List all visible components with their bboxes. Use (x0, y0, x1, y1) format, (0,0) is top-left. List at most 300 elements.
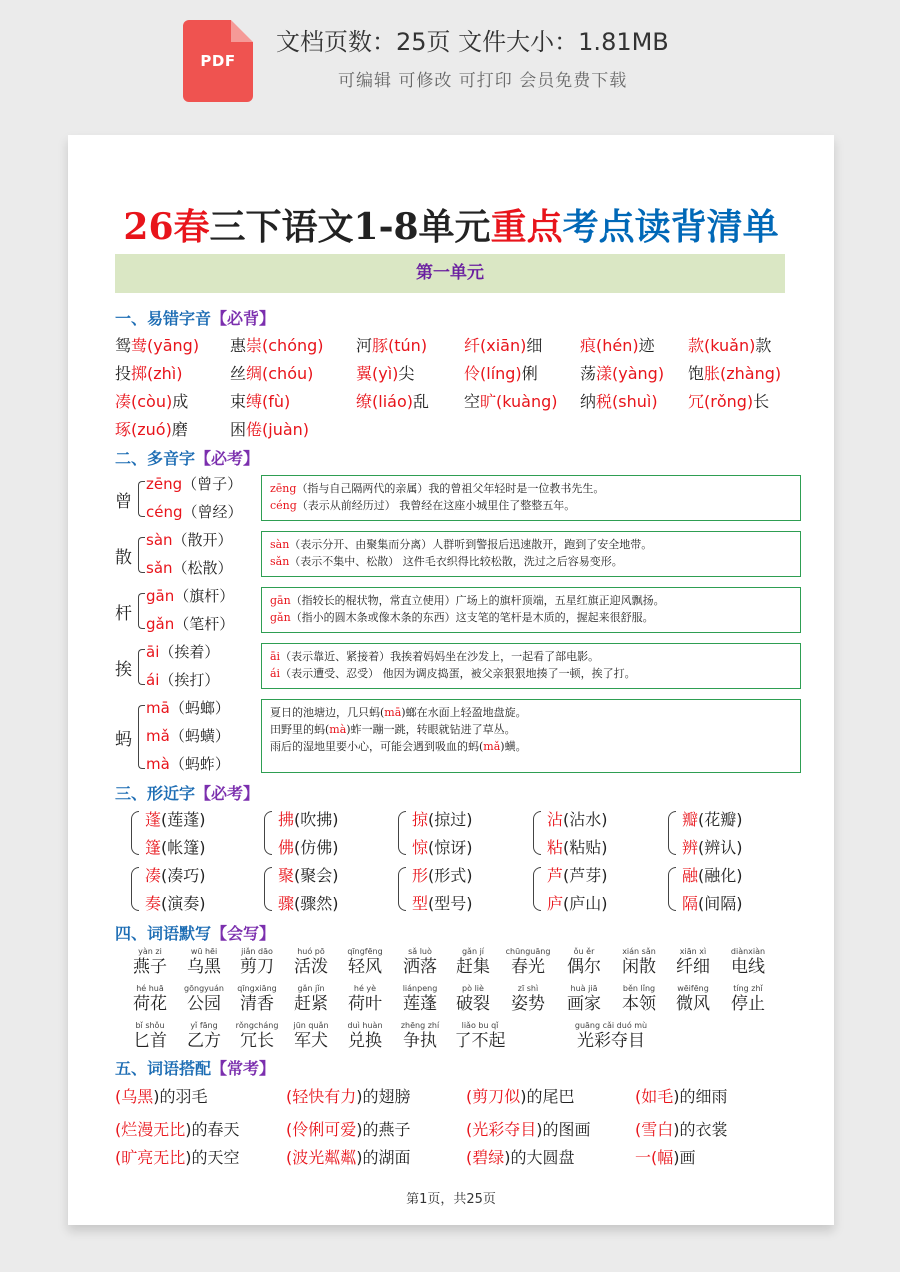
word-hanzi: 光彩夺目 (577, 1031, 645, 1051)
section-title: 二、多音字 (115, 449, 196, 468)
reading-word: （松散） (172, 559, 233, 577)
example-pinyin: sǎn (270, 555, 290, 568)
bracket-text: ( (286, 1120, 293, 1139)
polyphone-reading (146, 585, 234, 606)
section-tag: 【会写】 (211, 924, 276, 943)
word-hanzi: 了不起 (454, 1031, 506, 1051)
word-hanzi: 电线 (731, 957, 765, 977)
similar-word: (聚会) (294, 866, 339, 885)
reading-word: （旗杆） (174, 587, 235, 605)
bracket-text: 一( (635, 1148, 658, 1167)
word-pinyin: sǎ luò (408, 947, 432, 956)
item-text: 尖 (398, 364, 415, 383)
section-title: 五、词语搭配 (115, 1059, 212, 1078)
word-pinyin: rǒngcháng (235, 1021, 279, 1030)
similar-char: 骤 (278, 894, 295, 913)
collocation-text: )的翅膀 (356, 1087, 411, 1106)
bracket (138, 705, 145, 769)
similar-line (278, 835, 339, 858)
item-text: 长 (753, 392, 770, 411)
word-hanzi: 画家 (567, 994, 601, 1014)
similar-word: (莲蓬) (161, 810, 206, 829)
word-hanzi: 军犬 (294, 1031, 328, 1051)
collocation-text: )的燕子 (356, 1120, 411, 1139)
example-pinyin: gān (270, 594, 291, 607)
section-tag: 【必考】 (195, 449, 260, 468)
example-line (270, 536, 792, 553)
item-highlight: 税(shuì) (596, 392, 658, 411)
similar-char: 辨 (682, 838, 699, 857)
collocation-text: )的天空 (185, 1148, 240, 1167)
reading-word: （散开） (172, 531, 233, 549)
similar-line (682, 835, 743, 858)
word-hanzi: 匕首 (133, 1031, 167, 1051)
similar-word: (间隔) (698, 894, 743, 913)
document-page (68, 135, 834, 1225)
bracket (398, 867, 406, 911)
similar-char: 拂 (278, 810, 295, 829)
collocation-text: )的春天 (185, 1120, 240, 1139)
collocation-item (466, 1145, 575, 1168)
example-text: 田野里的蚂( (270, 723, 330, 736)
reading-pinyin: sàn (146, 531, 173, 549)
polyphone-reading (146, 641, 219, 662)
reading-pinyin: mā (146, 699, 170, 717)
word-pinyin: wēifēng (677, 984, 709, 993)
similar-line (682, 891, 743, 914)
similar-word: (庐山) (563, 894, 608, 913)
similar-line (278, 863, 339, 886)
pronunciation-item (464, 361, 538, 384)
word-hanzi: 姿势 (511, 994, 545, 1014)
example-box (261, 587, 801, 633)
similar-word: (骤然) (294, 894, 339, 913)
item-highlight: 款(kuǎn) (688, 336, 756, 355)
word-pinyin: xián sǎn (622, 947, 656, 956)
pronunciation-item (230, 417, 309, 440)
example-line (270, 648, 792, 665)
reading-pinyin: mǎ (146, 727, 170, 745)
bracket-text: ( (115, 1120, 122, 1139)
example-line (270, 497, 792, 514)
reading-pinyin: céng (146, 503, 183, 521)
collocation-item (635, 1084, 728, 1107)
word-hanzi: 停止 (731, 994, 765, 1014)
collocation-word: 烂漫无比 (121, 1120, 186, 1139)
item-text: 丝 (230, 364, 247, 383)
word-pinyin: zī shì (517, 984, 539, 993)
example-box (261, 643, 801, 689)
similar-word: (演奏) (161, 894, 206, 913)
similar-char: 篷 (145, 838, 162, 857)
polyphone-char: 曾 (115, 492, 132, 512)
item-highlight: 漾(yàng) (596, 364, 665, 383)
collocation-item (466, 1084, 575, 1107)
item-highlight: 倦(juàn) (246, 420, 310, 439)
similar-char: 隔 (682, 894, 699, 913)
item-highlight: 翼(yì) (356, 364, 399, 383)
item-text: 饱 (688, 364, 705, 383)
bracket-text: ( (115, 1087, 122, 1106)
collocation-word: 幅 (657, 1148, 674, 1167)
collocation-text: )的大圆盘 (504, 1148, 575, 1167)
bracket (138, 481, 145, 517)
reading-pinyin: sǎn (146, 559, 173, 577)
word-pinyin: wū hēi (190, 947, 218, 956)
collocation-text: )画 (673, 1148, 696, 1167)
example-text: （表示从前经历过） 我曾经在这座小城里住了整整五年。 (296, 499, 576, 512)
example-line (270, 738, 792, 755)
word-pinyin: bǐ shǒu (135, 1021, 165, 1030)
title-part-4: 考点读背清单 (562, 206, 779, 248)
word-hanzi: 赶紧 (294, 994, 328, 1014)
similar-char: 粘 (547, 838, 564, 857)
example-text: （表示靠近、紧接着）我挨着妈妈坐在沙发上，一起看了部电影。 (280, 650, 600, 663)
bracket (668, 867, 676, 911)
section-heading-5 (115, 1056, 275, 1079)
example-text: 雨后的湿地里要小心，可能会遇到吸血的蚂( (270, 740, 484, 753)
similar-line (682, 863, 743, 886)
polyphone-reading (146, 557, 233, 578)
collocation-text: )的尾巴 (520, 1087, 575, 1106)
item-highlight: 琢(zuó) (115, 420, 172, 439)
pronunciation-item (688, 361, 781, 384)
similar-word: (凑巧) (161, 866, 206, 885)
collocation-item (635, 1117, 728, 1140)
section-heading-2 (115, 446, 259, 469)
example-line (270, 592, 792, 609)
collocation-word: 伶俐可爱 (292, 1120, 357, 1139)
pronunciation-item (464, 389, 558, 412)
reading-word: （蚂蚱） (169, 755, 230, 773)
example-line (270, 553, 792, 570)
word-pinyin: liánpeng (402, 984, 438, 993)
example-text: （表示遭受、忍受） 他因为调皮捣蛋，被父亲狠狠地揍了一顿，挨了打。 (280, 667, 636, 680)
bracket (398, 811, 406, 855)
page-number: 第1页，共25页 (406, 1192, 496, 1207)
similar-line (278, 891, 339, 914)
word-hanzi: 燕子 (133, 957, 167, 977)
word-hanzi: 洒落 (403, 957, 437, 977)
similar-char: 芦 (547, 866, 564, 885)
download-header (0, 0, 900, 130)
collocation-item (115, 1084, 208, 1107)
title-part-2: 三下语文1-8单元 (209, 206, 491, 248)
word-pinyin: zhēng zhí (400, 1021, 440, 1030)
example-pinyin: sàn (270, 538, 290, 551)
word-hanzi: 本领 (622, 994, 656, 1014)
example-line (270, 704, 792, 721)
polyphone-reading (146, 501, 243, 522)
example-text: 夏日的池塘边，几只蚂( (270, 706, 385, 719)
polyphone-group (115, 695, 805, 779)
collocation-item (286, 1117, 411, 1140)
polyphone-char: 散 (115, 548, 132, 568)
example-pinyin: mà (329, 723, 347, 736)
section-heading-3 (115, 781, 259, 804)
example-pinyin: céng (270, 499, 297, 512)
pronunciation-item (230, 389, 290, 412)
pronunciation-item (356, 361, 414, 384)
word-hanzi: 乙方 (187, 1031, 221, 1051)
word-pinyin: ǒu ěr (573, 947, 595, 956)
item-highlight: 绸(chóu) (246, 364, 314, 383)
similar-word: (沾水) (563, 810, 608, 829)
item-highlight: 豚(tún) (372, 336, 428, 355)
item-highlight: 伶(líng) (464, 364, 522, 383)
pdf-icon-label: PDF (200, 52, 236, 70)
bracket-text: ( (466, 1087, 473, 1106)
word-pinyin: jiǎn dāo (241, 947, 273, 956)
word-hanzi: 莲蓬 (403, 994, 437, 1014)
word-pinyin: pò liè (462, 984, 484, 993)
section-title: 三、形近字 (115, 784, 196, 803)
reading-word: （曾子） (182, 475, 243, 493)
word-hanzi: 荷花 (133, 994, 167, 1014)
item-text: 迹 (638, 336, 655, 355)
bracket-text: ( (635, 1087, 642, 1106)
similar-char: 聚 (278, 866, 295, 885)
example-pinyin: mā (384, 706, 402, 719)
bracket (264, 867, 272, 911)
bracket (668, 811, 676, 855)
example-line (270, 609, 792, 626)
similar-word: (型号) (428, 894, 473, 913)
similar-char: 庐 (547, 894, 564, 913)
document-info: 文档页数：25页 文件大小：1.81MB (276, 28, 669, 56)
collocation-word: 轻快有力 (292, 1087, 357, 1106)
item-text: 空 (464, 392, 481, 411)
collocation-word: 碧绿 (472, 1148, 505, 1167)
similar-char: 凑 (145, 866, 162, 885)
similar-char: 蓬 (145, 810, 162, 829)
similar-line (412, 835, 473, 858)
word-pinyin: qīngfēng (347, 947, 383, 956)
similar-char: 形 (412, 866, 429, 885)
polyphone-char: 挨 (115, 660, 132, 680)
dictation-word (708, 984, 788, 1015)
collocation-item (115, 1117, 240, 1140)
document-features: 可编辑 可修改 可打印 会员免费下载 (338, 71, 628, 91)
word-hanzi: 剪刀 (240, 957, 274, 977)
polyphone-group (115, 527, 805, 583)
reading-pinyin: mà (146, 755, 170, 773)
word-hanzi: 轻风 (348, 957, 382, 977)
polyphone-group (115, 639, 805, 695)
word-pinyin: gōngyuán (184, 984, 224, 993)
item-text: 俐 (521, 364, 538, 383)
example-text: （表示不集中、松散） 这件毛衣织得比较松散，洗过之后容易变形。 (289, 555, 623, 568)
title-part-3: 重点 (490, 206, 563, 248)
reading-pinyin: gǎn (146, 615, 175, 633)
similar-line (145, 863, 206, 886)
bracket (138, 537, 145, 573)
reading-pinyin: āi (146, 643, 160, 661)
item-text: 河 (356, 336, 373, 355)
example-text: )蚱一蹦一跳，转眼就钻进了草丛。 (346, 723, 516, 736)
word-pinyin: qīngxiāng (237, 984, 277, 993)
item-text: 款 (755, 336, 772, 355)
item-text: 鸳 (115, 336, 132, 355)
word-pinyin: chūnguāng (505, 947, 551, 956)
bracket-text: ( (635, 1120, 642, 1139)
word-pinyin: gǎn jí (461, 947, 485, 956)
pronunciation-item (580, 389, 658, 412)
section-title: 四、词语默写 (115, 924, 212, 943)
similar-char: 瓣 (682, 810, 699, 829)
item-highlight: 缭(liáo) (356, 392, 413, 411)
item-text: 乱 (412, 392, 429, 411)
item-text: 细 (526, 336, 543, 355)
collocation-item (635, 1145, 696, 1168)
collocation-word: 旷亮无比 (121, 1148, 186, 1167)
word-pinyin: huó pō (297, 947, 325, 956)
word-pinyin: diànxiàn (730, 947, 766, 956)
word-pinyin: yàn zi (138, 947, 162, 956)
section-tag: 【必背】 (211, 309, 276, 328)
similar-word: (花瓣) (698, 810, 743, 829)
word-pinyin: gǎn jǐn (297, 984, 325, 993)
reading-word: （笔杆） (174, 615, 235, 633)
word-hanzi: 荷叶 (348, 994, 382, 1014)
dictation-word (708, 947, 788, 978)
word-hanzi: 冗长 (240, 1031, 274, 1051)
word-hanzi: 微风 (676, 994, 710, 1014)
similar-word: (帐篷) (161, 838, 206, 857)
item-text: 惠 (230, 336, 247, 355)
bracket-text: ( (286, 1148, 293, 1167)
collocation-text: )的衣裳 (673, 1120, 728, 1139)
pronunciation-item (580, 361, 664, 384)
similar-line (412, 863, 473, 886)
bracket (131, 811, 139, 855)
pronunciation-item (230, 361, 313, 384)
reading-word: （蚂螂） (169, 699, 230, 717)
polyphone-reading (146, 697, 230, 718)
similar-line (547, 891, 608, 914)
example-text: )螂在水面上轻盈地盘旋。 (401, 706, 527, 719)
page-title (68, 199, 834, 250)
polyphone-group (115, 471, 805, 527)
reading-word: （挨打） (159, 671, 220, 689)
word-pinyin: tíng zhǐ (733, 984, 763, 993)
word-hanzi: 兑换 (348, 1031, 382, 1051)
example-text: （指小的圆木条或像木条的东西）这支笔的笔杆是木质的，握起来很舒服。 (290, 611, 654, 624)
word-hanzi: 活泼 (294, 957, 328, 977)
polyphone-reading (146, 725, 230, 746)
item-highlight: 掷(zhì) (131, 364, 183, 383)
word-hanzi: 闲散 (622, 957, 656, 977)
reading-pinyin: ái (146, 671, 160, 689)
similar-char: 佛 (278, 838, 295, 857)
word-hanzi: 偶尔 (567, 957, 601, 977)
item-text: 磨 (171, 420, 188, 439)
item-text: 困 (230, 420, 247, 439)
example-text: （表示分开、由聚集而分离）人群听到警报后迅速散开，跑到了安全地带。 (289, 538, 653, 551)
item-highlight: 纤(xiān) (464, 336, 527, 355)
similar-line (412, 807, 473, 830)
bracket-text: ( (115, 1148, 122, 1167)
similar-line (547, 863, 608, 886)
polyphone-group (115, 583, 805, 639)
example-text: )蟥。 (500, 740, 527, 753)
similar-line (145, 835, 206, 858)
bracket-text: ( (466, 1120, 473, 1139)
word-pinyin: xiān xì (679, 947, 707, 956)
pronunciation-item (230, 333, 324, 356)
similar-char: 型 (412, 894, 429, 913)
reading-word: （挨着） (159, 643, 220, 661)
word-pinyin: běn lǐng (622, 984, 656, 993)
pronunciation-item (464, 333, 542, 356)
reading-word: （蚂蟥） (169, 727, 230, 745)
item-text: 投 (115, 364, 132, 383)
section-title: 一、易错字音 (115, 309, 212, 328)
item-text: 荡 (580, 364, 597, 383)
word-hanzi: 清香 (240, 994, 274, 1014)
dictation-word (571, 1021, 651, 1052)
similar-word: (惊讶) (428, 838, 473, 857)
item-text: 纳 (580, 392, 597, 411)
pdf-file-icon (183, 20, 253, 102)
example-line (270, 665, 792, 682)
collocation-word: 乌黑 (121, 1087, 154, 1106)
example-pinyin: mǎ (483, 740, 501, 753)
similar-word: (辨认) (698, 838, 743, 857)
dictation-word (440, 1021, 520, 1052)
pronunciation-item (115, 361, 183, 384)
example-pinyin: ái (270, 667, 281, 680)
example-box (261, 475, 801, 521)
item-highlight: 痕(hén) (580, 336, 639, 355)
word-pinyin: huà jiā (570, 984, 598, 993)
title-part-1: 26春 (123, 206, 210, 248)
word-hanzi: 纤细 (676, 957, 710, 977)
reading-pinyin: zēng (146, 475, 183, 493)
collocation-word: 波光粼粼 (292, 1148, 357, 1167)
reading-pinyin: gān (146, 587, 175, 605)
collocation-text: )的图画 (536, 1120, 591, 1139)
polyphone-reading (146, 669, 219, 690)
item-highlight: 旷(kuàng) (480, 392, 558, 411)
word-pinyin: liǎo bu qǐ (461, 1021, 499, 1030)
similar-word: (粘贴) (563, 838, 608, 857)
word-hanzi: 春光 (511, 957, 545, 977)
similar-word: (掠过) (428, 810, 473, 829)
collocation-item (466, 1117, 591, 1140)
similar-char: 掠 (412, 810, 429, 829)
collocation-text: )的细雨 (673, 1087, 728, 1106)
polyphone-char: 蚂 (115, 730, 132, 750)
example-line (270, 721, 792, 738)
similar-word: (仿佛) (294, 838, 339, 857)
polyphone-reading (146, 613, 234, 634)
item-highlight: 冗(rǒng) (688, 392, 754, 411)
collocation-text: )的湖面 (356, 1148, 411, 1167)
bracket-text: ( (466, 1148, 473, 1167)
bracket (264, 811, 272, 855)
similar-char: 奏 (145, 894, 162, 913)
example-text: （指较长的棍状物，常直立使用）广场上的旗杆顶端，五星红旗正迎风飘扬。 (290, 594, 665, 607)
similar-line (278, 807, 339, 830)
similar-char: 沾 (547, 810, 564, 829)
similar-line (547, 835, 608, 858)
pronunciation-item (115, 417, 188, 440)
item-text: 束 (230, 392, 247, 411)
pronunciation-item (115, 389, 188, 412)
polyphone-reading (146, 753, 230, 774)
section-tag: 【必考】 (195, 784, 260, 803)
